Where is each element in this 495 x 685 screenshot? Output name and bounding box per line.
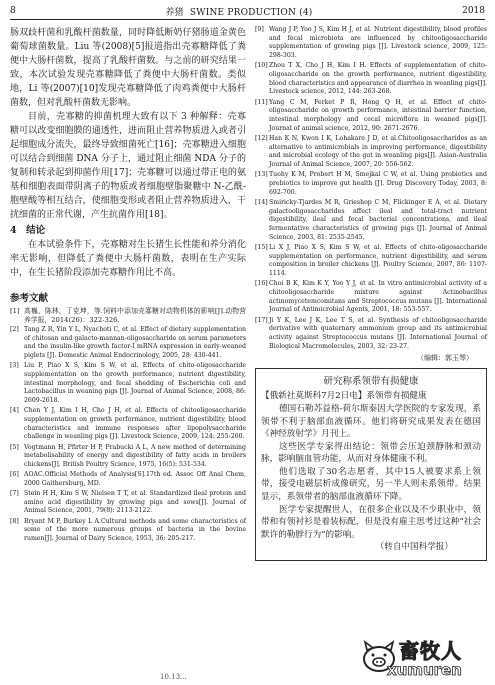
news-source: （转自中国科学报）: [375, 542, 453, 553]
doi-footer: 10.13...: [160, 673, 187, 681]
section-heading-conclusion: 4 结论: [10, 225, 46, 236]
reference-number: [4]: [10, 407, 19, 415]
reference-text: Liu P, Piao X S, Kim S W, et al. Effects of chito-oligosaccharide supplementation on the growth performance, nutrient digestibility, intestinal morphology, and fecal shedding of Escherichia coli and Lactobacillus in weaning pigs [J]. Journal of Animal Science, 2008, 86: 2609-2618.: [24, 362, 246, 405]
reference-text: Zhou T X, Cho J H, Kim I H. Effects of supplementation of chito-oligosaccharide on the growth performance, nutrient digestibility, blood characteristics and appearance of diarrhea in weanling pigs[J]. Livestock science, 2012, 144: 263-268.: [269, 62, 487, 96]
reference-text: Bryant M P, Burkey L A.Cultural methods and some characteristics of some of the more numerous groups of bacteria in the bovine rumen[J]. Journal of Dairy Science, 1953, 36: 205-217.: [24, 517, 246, 543]
header-rule: [10, 19, 485, 20]
page-header: [10, 4, 485, 18]
reference-number: [16]: [255, 280, 268, 288]
reference-text: Yang C M, Ferket P R, Hong Q H, et al. Effect of chito-oligosaccharide on growth performance, intestinal barrier function, intestinal morphology and cecal microflora in weaned pigs[J]. Journal of animal science, 2012, 90: 2671-2676.: [269, 98, 487, 132]
reference-text: Tang Z R, Yin Y L, Nyachoti C, et al. Effect of dietary supplementation of chitosan and galacto-mannan-oligosaccharide on serum parameters and the insulin-like growth factor-I mRNA expression in early-weaned piglets [J]. Domestic Animal Endocrinology, 2005, 28: 430-441.: [24, 325, 246, 360]
news-paragraph-2: 德国石勒苏益格-荷尔斯泰因大学医院的专家发现，系领带不利于脑部血液循环。他们将研究成果发表在德国《神经放射学》月刊上。: [261, 403, 481, 440]
reference-item: [255, 280, 487, 315]
reference-number: [3]: [10, 362, 19, 370]
right-column: [255, 26, 487, 561]
reference-number: [2]: [10, 325, 19, 333]
reference-item: [10, 490, 246, 516]
page-number: 8: [10, 6, 16, 16]
reference-text: AOAC.Official Methods of Analysis[S].17th ed. Assoc Off Anal Chem, 2000 Gaithersburg, MD.: [24, 471, 246, 487]
news-paragraph-1: 【俄新社莫斯科7月2日电】系领带有损健康: [261, 391, 427, 402]
reference-item: [10, 362, 246, 406]
news-paragraph-3: 这些医学专家得出结论：领带会压迫颈静脉和颈动脉，影响脑血管功能，从而对身体健康不利。: [261, 441, 481, 465]
news-paragraph-5: 医学专家提醒世人，在很多企业以及不少职业中，领带和有领衬衫是着装标配，但是没有雇主思考过这种“社会默许的勒脖行为”的影响。: [261, 504, 481, 540]
reference-text: Choi B K, Kim K Y, Yoo Y J, et al. In vitro antimicrobial activity of a chitooligosaccharide mixture against Actinobacillus actinomycetemcomitans and Streptococcus mutans [J]. International Journal of Antimicrobial Agents, 2001, 18: 553-557.: [269, 280, 487, 314]
reference-item: [10, 518, 246, 544]
reference-item: [10, 307, 246, 324]
reference-text: Stein H H, Kim S W, Nielsen T T, et al. Standardized ileal protein and amino acid digestibility by growing pigs and sows[J]. Journal of Animal Science, 2001, 79(8): 2113-2122.: [24, 490, 246, 515]
news-box: [255, 368, 487, 561]
reference-number: [1]: [10, 307, 20, 315]
watermark-logo: [359, 635, 489, 681]
reference-item: [10, 326, 246, 361]
left-column: [10, 26, 246, 545]
reference-item: [255, 135, 487, 170]
references-list-left: [10, 307, 246, 544]
body-paragraph-2: 目前，壳寡糖的抑菌机理大致有以下 3 种解释：壳寡糖可以改变细胞膜的通透性，进而阻止营养物质进入或者引起细胞成分流失，最终导致细菌死亡[16]；壳寡糖进入细胞可以结合到细菌 DNA 分子上，通过阻止细菌 NDA 分子的复制和转录起到抑菌作用[17]；壳寡糖可以通过带正电的氨基和细胞表面带阴离子的物质或者细胞壁脂聚糖中 N-乙酰-胞壁酸等相互结合，使细胞变形或者阻止营养物质进入，干扰细菌的正常代谢，产生抗菌作用[18]。: [10, 112, 246, 220]
journal-title: [165, 5, 312, 18]
journal-name-en: SWINE PRODUCTION (4): [189, 7, 313, 18]
watermark-name: 畜牧人: [399, 639, 462, 663]
reference-item: [255, 199, 487, 243]
reference-number: [12]: [255, 134, 268, 142]
news-paragraph-4: 他们选取了30名志愿者，其中15人被要求系上领带，接受电磁层析成像研究，另一半人则未系领带。结果显示，系领带者的脑部血液循环下降。: [261, 466, 481, 503]
references-heading: 参考文献: [10, 293, 49, 304]
reference-text: 高巍，陈林，丁克坤，等.饲料中添加壳寡糖对动物机体的影响[J].动物营养学报，2014(26)：322-326.: [24, 307, 246, 324]
reference-text: Han K N, Kwon I K, Lohakare J D, et al.Chitooligosaccharides as an alternative to antimicrobials in improving performance, digestibility and microbial ecology of the gut in weanling pigs[J]. Asian-Australia Journal of Animal Science, 2007, 20: 556-562.: [269, 134, 487, 169]
reference-text: Li X J, Piao X S, Kim S W, et al. Effects of chito-oligosaccharide supplementation on performance, nutrient digestibility, and serum composition in broiler chickens [J]. Poultry Science, 2007, 86: 1107-1114.: [269, 243, 487, 277]
reference-number: [8]: [10, 517, 19, 525]
reference-text: Ji Y K, Lee J K, Lee T S, et al. Synthesis of chitooligosaccharide derivative with quaternary ammonium group and its antimicrobial activity against Streptococcus mutans [J]. International Journal of Biological Macromolecules, 2003, 32: 23-27.: [269, 316, 487, 350]
reference-number: [7]: [10, 490, 19, 498]
journal-name-cn: 养猪: [165, 7, 184, 18]
reference-number: [11]: [255, 98, 268, 106]
news-title: 研究称系领带有损健康: [323, 376, 419, 388]
reference-number: [17]: [255, 316, 268, 324]
references-list-right: [255, 26, 487, 351]
reference-text: Vogtmann H, Pfirter H P, Prabucki A L, A new method of determining metabolisability of energy and digestibility of fatty acids in broilers chickens[J]. British Poultry Science, 1975, 16(5): 531-534.: [24, 443, 246, 468]
reference-item: [255, 62, 487, 97]
reference-item: [255, 99, 487, 134]
reference-item: [10, 407, 246, 442]
reference-number: [9]: [255, 26, 264, 33]
reference-item: [10, 471, 246, 488]
header-year: 2018: [462, 6, 485, 16]
conclusion-paragraph: 在本试验条件下，壳寡糖对生长猪生长性能和养分消化率无影响，但降低了粪便中大肠杆菌数，表明在生产实际中，在生长猪阶段添加壳寡糖作用比不高。: [10, 240, 246, 278]
body-paragraph-1: 肠双歧杆菌和乳酸杆菌数量，同时降低断奶仔猪肠道金黄色葡萄球菌数量。Liu 等(2008)[5]报道指出壳寡糖降低了粪便中大肠杆菌数，提高了乳酸杆菌数。与之前的研究结果一致，本次试验发现壳寡糖降低了粪便中大肠杆菌数。类似地，Li 等(2007)[10]发现壳寡糖降低了肉鸡粪便中大肠杆菌数，但对乳酸杆菌数无影响。: [10, 28, 246, 108]
reference-item: [10, 444, 246, 470]
reference-number: [5]: [10, 443, 19, 451]
reference-number: [10]: [255, 62, 268, 70]
watermark-url: xumuren: [387, 661, 462, 679]
editor-note: （编辑：郭玉琴）: [417, 354, 473, 363]
reference-text: Wang J P, Yoo J S, Kim H J, et al. Nutrient digestibility, blood profiles and fecal microbiota are influenced by chitooligosaccharide supplementation of growing pigs [J]. Livestock science, 2009, 125: 298-303.: [269, 26, 487, 60]
reference-item: [255, 317, 487, 352]
reference-item: [255, 26, 487, 61]
reference-number: [13]: [255, 171, 268, 179]
reference-number: [15]: [255, 243, 268, 251]
reference-number: [6]: [10, 471, 19, 479]
reference-item: [255, 244, 487, 279]
reference-text: Tuohy K M, Probert H M, Smejkal C W, et al. Using probiotics and prebiotics to improve gut health [J]. Drug Discovery Today, 2003, 8: 692-700.: [269, 171, 487, 196]
reference-number: [14]: [255, 198, 268, 206]
reference-text: Chen Y J, Kim I H, Cho J H, et al. Effects of chitooligosaccharide supplementation on growth performance, nutrient digestibility, blood characteristics and immune responses after lipopolysaccharide challenge in weanling pigs [J]. Livestock Science, 2009, 124: 255-260.: [24, 407, 246, 441]
reference-text: Smiricky-Tjardes M R, Grieshop C M, Flickinger E A, et al. Dietary galactooligosaccharides affect ileal and total-tract nutrient digestibility, ileal and fecal bacterial concentrations, and ileal fermentative characteristics of growing pigs [J]. Journal of Animal Science, 2003, 81: 2535-2545.: [269, 198, 487, 241]
reference-item: [255, 171, 487, 197]
